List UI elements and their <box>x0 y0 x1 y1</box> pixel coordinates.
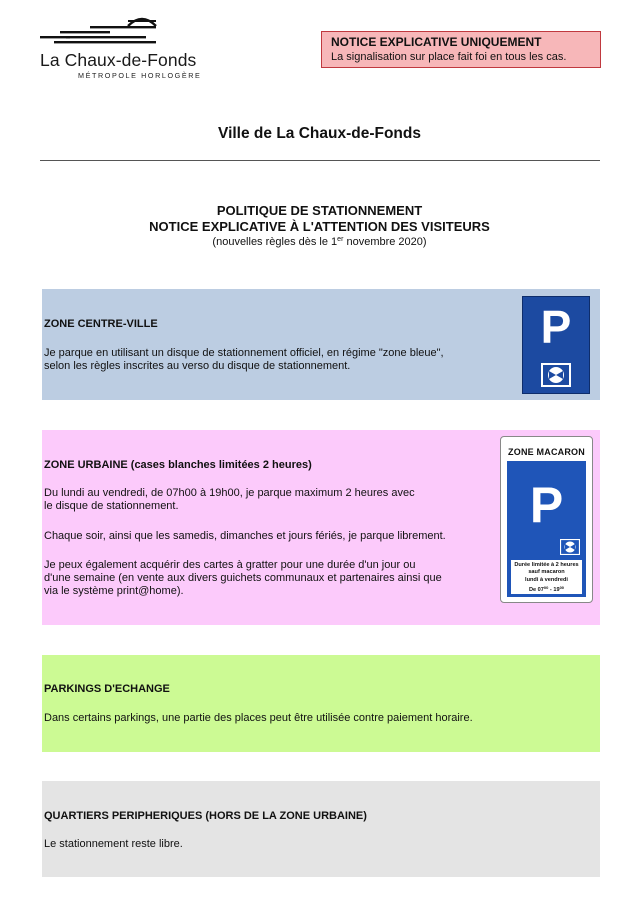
macaron-sign-panel <box>507 461 586 597</box>
city-title: Ville de La Chaux-de-Fonds <box>218 125 421 142</box>
plate-hours-from: De 07 <box>528 586 544 593</box>
blue-zone-parking-sign <box>522 296 590 394</box>
logo-graphic <box>40 14 160 48</box>
plate-line: Durée limitée à 2 heures <box>514 562 579 568</box>
plate-hours-from-min: 00 <box>543 584 549 590</box>
zone-text-line: d'une semaine (en vente aux divers guichets communaux et partenaires ainsi que <box>44 572 442 584</box>
title-divider <box>40 160 600 161</box>
logo-name: La Chaux-de-Fonds <box>40 50 197 70</box>
macaron-sign-title: ZONE MACARON <box>508 447 585 457</box>
logo-subtitle: MÉTROPOLE HORLOGÈRE <box>78 71 202 80</box>
zone-text-line: Le stationnement reste libre. <box>44 838 183 850</box>
notice-text: La signalisation sur place fait foi en tous les cas. <box>331 51 567 63</box>
plate-line: sauf macaron <box>528 569 565 576</box>
zone-text-line: Du lundi au vendredi, de 07h00 à 19h00, je parque maximum 2 heures avec <box>44 487 415 499</box>
heading-line-1: POLITIQUE DE STATIONNEMENT <box>216 203 423 218</box>
parking-disc-icon <box>541 363 571 387</box>
parking-letter: P <box>529 477 564 533</box>
notice-title: NOTICE EXPLICATIVE UNIQUEMENT <box>331 35 542 49</box>
subtitle-superscript: er <box>337 236 344 243</box>
zone-text-line: Je parque en utilisant un disque de stationnement officiel, en régime "zone bleue", <box>44 347 444 359</box>
zone-text-line: via le système print@home). <box>44 585 184 597</box>
heading-subtitle <box>0 236 639 248</box>
heading-line-2: NOTICE EXPLICATIVE À L'ATTENTION DES VISITEURS <box>149 219 490 234</box>
zone-text-line: Je peux également acquérir des cartes à gratter pour une durée d'un jour ou <box>44 559 416 571</box>
zone-macaron-sign <box>500 436 593 603</box>
plate-hours <box>511 584 582 594</box>
macaron-sign-plate <box>511 560 582 594</box>
zone-title: ZONE URBAINE (cases blanches limitées 2 heures) <box>44 459 312 471</box>
city-logo <box>40 14 230 84</box>
subtitle-part-1: (nouvelles règles dès le 1 <box>212 236 338 248</box>
zone-title: ZONE CENTRE-VILLE <box>44 318 158 330</box>
zone-title: QUARTIERS PERIPHERIQUES (HORS DE LA ZONE URBAINE) <box>44 810 367 822</box>
parking-letter: P <box>540 301 572 353</box>
plate-hours-to-min: 00 <box>559 584 565 590</box>
parking-disc-icon <box>560 539 580 555</box>
notice-box <box>321 31 601 68</box>
plate-line: lundi à vendredi <box>525 576 568 583</box>
zone-text-line: Chaque soir, ainsi que les samedis, dimanches et jours fériés, je parque librement. <box>44 530 446 542</box>
zone-title: PARKINGS D'ECHANGE <box>44 683 170 695</box>
zone-text-line: selon les règles inscrites au verso du disque de stationnement. <box>44 360 351 372</box>
zone-text-line: le disque de stationnement. <box>44 500 179 512</box>
subtitle-part-2: novembre 2020) <box>343 236 427 248</box>
zone-parkings-echange <box>42 655 600 752</box>
plate-hours-to: - 19 <box>548 586 560 593</box>
zone-urbaine <box>42 430 600 625</box>
zone-centre-ville <box>42 289 600 400</box>
zone-quartiers-peripheriques <box>42 781 600 877</box>
zone-text-line: Dans certains parkings, une partie des places peut être utilisée contre paiement horaire. <box>44 712 473 724</box>
